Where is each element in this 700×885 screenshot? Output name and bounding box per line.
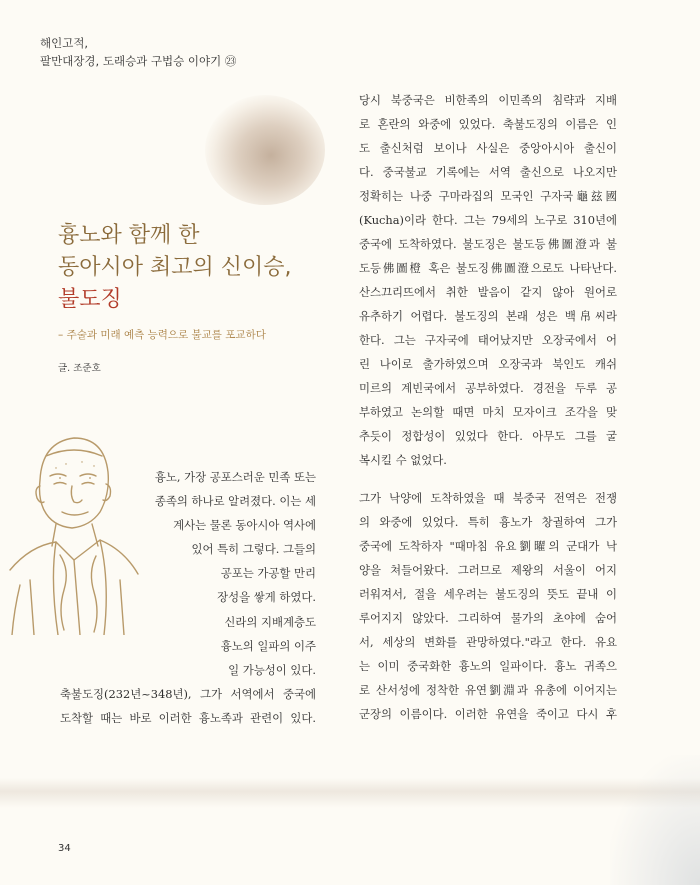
series-title: 해인고적, xyxy=(40,36,89,50)
text-line: 로 산서성에 정착한 유연劉淵과 유총에 이어지는 xyxy=(359,683,617,697)
text-line: 부하였고 논의할 때면 마치 모자이크 조각을 맞 xyxy=(359,405,617,419)
text-line: 로 혼란의 와중에 있었다. 축불도징의 이름은 인 xyxy=(359,117,617,131)
byline: 글. 조준호 xyxy=(58,363,101,374)
running-header xyxy=(40,34,236,70)
text-line: 있어 특히 그렇다. 그들의 xyxy=(191,542,316,557)
text-line: 서, 세상의 변화를 관망하였다."라고 한다. 유요 xyxy=(359,635,617,649)
text-line: 미르의 계빈국에서 공부하였다. 경전을 두루 공 xyxy=(359,381,617,395)
text-line: 종족의 하나로 알려졌다. 이는 세 xyxy=(154,494,316,509)
text-line: 한다. 그는 구자국에 태어났지만 오장국에서 어 xyxy=(359,333,617,347)
text-line: 양을 쳐들어왔다. 그러므로 제왕의 서울이 어지 xyxy=(359,563,617,577)
text-line: 군장의 이름이다. 이러한 유연을 죽이고 다시 후 xyxy=(359,707,617,721)
body-paragraph-2 xyxy=(359,486,617,726)
text-line: 신라의 지배계층도 xyxy=(224,614,316,629)
text-line: 흉노, 가장 공포스러운 민족 또는 xyxy=(154,470,316,484)
text-line: 축불도징(232년~348년), 그가 서역에서 중국에 xyxy=(60,686,316,701)
text-line: 러워져서, 절을 세우려는 불도징의 뜻도 끝내 이 xyxy=(359,587,617,601)
text-line: 장성을 쌓게 하였다. xyxy=(217,590,316,605)
text-line: 일 가능성이 있다. xyxy=(228,662,316,677)
title-line-1: 흉노와 함께 한 xyxy=(58,223,200,248)
text-line: 공포는 가공할 만리 xyxy=(220,566,316,581)
page-number: 34 xyxy=(58,843,71,854)
text-line: 의 와중에 있었다. 특히 흉노가 창궐하여 그가 xyxy=(359,515,617,529)
text-line: 린 나이로 출가하였으며 오장국과 북인도 캐쉬 xyxy=(359,357,617,371)
text-line: 정확히는 나중 구마라집의 모국인 구자국龜玆國 xyxy=(359,189,617,203)
text-line: 추듯이 정합성이 있었다 한다. 아무도 그를 굴 xyxy=(359,429,617,443)
body-paragraph-1 xyxy=(359,88,617,472)
text-line: (Kucha)이라 한다. 그는 79세의 노구로 310년에 xyxy=(359,213,617,227)
title-line-2: 동아시아 최고의 신이승, xyxy=(58,255,292,280)
text-line: 도 출신처럼 보이나 사실은 중앙아시아 출신이 xyxy=(359,141,617,155)
text-line: 유추하기 어렵다. 불도징의 본래 성은 백帛씨라 xyxy=(359,309,617,323)
text-line: 산스끄리뜨에서 취한 발음이 같지 않아 원어로 xyxy=(359,285,617,299)
text-line: 루어지지 않았다. 그리하여 물가의 초야에 숨어 xyxy=(359,611,617,625)
title-line-3: 불도징 xyxy=(58,287,122,312)
ink-blot-decoration xyxy=(205,95,325,205)
article-subtitle: – 주술과 미래 예측 능력으로 불교를 포교하다 xyxy=(58,329,266,341)
text-line: 는 이미 중국화한 흉노의 일파이다. 흉노 귀족으 xyxy=(359,659,617,673)
text-line: 도착할 때는 바로 이러한 흉노족과 관련이 있다. xyxy=(60,710,316,725)
text-line: 계사는 물론 동아시아 역사에 xyxy=(173,518,316,533)
ink-wash-corner xyxy=(610,755,700,885)
text-line: 중국에 도착하자 "때마침 유요劉曜의 군대가 낙 xyxy=(359,539,617,553)
ink-wash-band xyxy=(0,778,700,808)
text-line: 도등佛圖橙 혹은 불도징佛圖澄으로도 나타난다. xyxy=(359,261,617,275)
text-line: 흉노의 일파의 이주 xyxy=(220,638,316,653)
series-subtitle: 팔만대장경, 도래승과 구법승 이야기 ㉓ xyxy=(40,54,237,68)
text-line: 당시 북중국은 비한족의 이민족의 침략과 지배 xyxy=(359,93,617,107)
text-line: 중국에 도착하였다. 불도징은 불도등佛圖澄과 불 xyxy=(359,237,617,251)
text-line: 복시킬 수 없었다. xyxy=(359,453,447,467)
article-title xyxy=(58,220,338,316)
intro-paragraph xyxy=(60,465,316,730)
text-line: 다. 중국불교 기록에는 서역 출신으로 나오지만 xyxy=(359,165,617,179)
text-line: 그가 낙양에 도착하였을 때 북중국 전역은 전쟁 xyxy=(359,491,617,505)
